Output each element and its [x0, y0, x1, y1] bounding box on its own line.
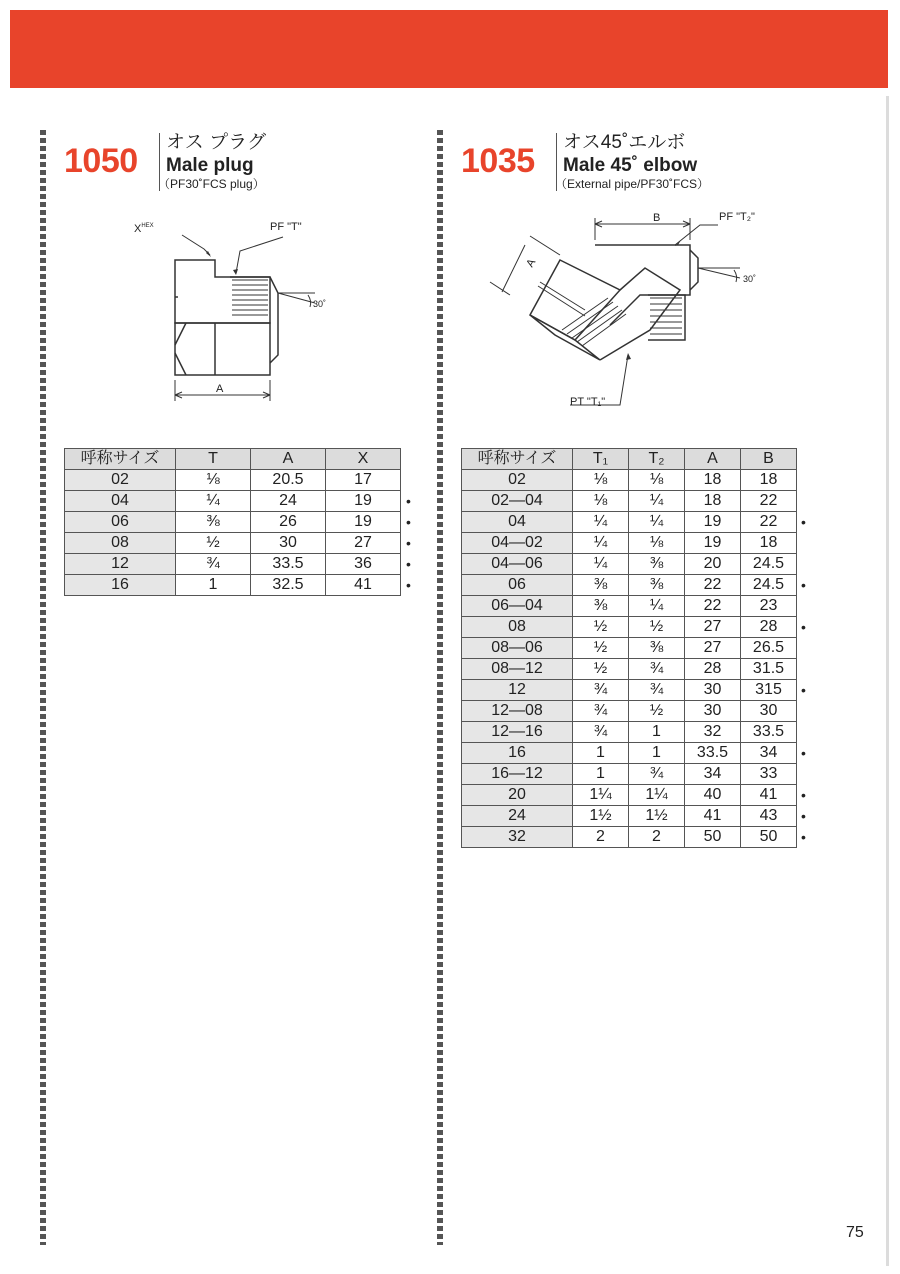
- size-cell: 32: [462, 827, 573, 848]
- value-cell: ⅜: [629, 554, 685, 575]
- table-row: [462, 806, 797, 827]
- product-title-en: Male 45˚ elbow: [563, 155, 698, 176]
- table-row: [462, 554, 797, 575]
- value-cell: 1¼: [573, 785, 629, 806]
- value-cell: 2: [629, 827, 685, 848]
- table-row: [462, 722, 797, 743]
- side-rule: [886, 96, 889, 1266]
- size-cell: 16—12: [462, 764, 573, 785]
- value-cell: 1: [573, 764, 629, 785]
- availability-mark: •: [801, 808, 806, 824]
- value-cell: ¼: [629, 596, 685, 617]
- value-cell: 27: [326, 533, 401, 554]
- size-cell: 08—06: [462, 638, 573, 659]
- value-cell: 30: [251, 533, 326, 554]
- value-cell: ⅜: [629, 575, 685, 596]
- value-cell: 34: [685, 764, 741, 785]
- table-row: [462, 512, 797, 533]
- value-cell: ¾: [629, 680, 685, 701]
- size-cell: 08—12: [462, 659, 573, 680]
- value-cell: 24.5: [741, 575, 797, 596]
- availability-mark: •: [406, 493, 411, 509]
- value-cell: ¼: [573, 533, 629, 554]
- value-cell: ¾: [629, 659, 685, 680]
- value-cell: 30: [685, 701, 741, 722]
- angle-label: 30˚: [743, 274, 757, 284]
- value-cell: 18: [741, 533, 797, 554]
- value-cell: 1½: [629, 806, 685, 827]
- value-cell: 22: [741, 491, 797, 512]
- size-cell: 02: [65, 470, 176, 491]
- table-row: [65, 512, 401, 533]
- value-cell: ¾: [573, 701, 629, 722]
- angle-label: 30˚: [313, 299, 327, 309]
- availability-mark: •: [801, 619, 806, 635]
- value-cell: 18: [685, 470, 741, 491]
- value-cell: ¼: [573, 512, 629, 533]
- value-cell: ¾: [573, 680, 629, 701]
- size-cell: 16: [65, 575, 176, 596]
- product-title-jp: オス45˚エルボ: [563, 132, 686, 153]
- value-cell: 41: [326, 575, 401, 596]
- value-cell: ⅛: [629, 470, 685, 491]
- value-cell: 26.5: [741, 638, 797, 659]
- size-cell: 08: [65, 533, 176, 554]
- pt-thread-label: PT "T₁": [570, 396, 606, 408]
- product-subtitle: （PF30˚FCS plug）: [158, 177, 265, 191]
- col-header-b: B: [741, 449, 797, 470]
- value-cell: ⅛: [176, 470, 251, 491]
- availability-mark: •: [801, 745, 806, 761]
- value-cell: 19: [326, 491, 401, 512]
- male-45-elbow-drawing: [500, 210, 770, 420]
- value-cell: 33.5: [251, 554, 326, 575]
- male-plug-drawing: [120, 215, 350, 415]
- size-cell: 08: [462, 617, 573, 638]
- page-number: 75: [846, 1224, 864, 1241]
- col-header-t2: T₂: [629, 449, 685, 470]
- size-cell: 04: [462, 512, 573, 533]
- table-row: [462, 827, 797, 848]
- table-row: [65, 533, 401, 554]
- table-row: [462, 575, 797, 596]
- table-row: [65, 575, 401, 596]
- table-row: [462, 617, 797, 638]
- value-cell: 34: [741, 743, 797, 764]
- value-cell: 315: [741, 680, 797, 701]
- value-cell: 1½: [573, 806, 629, 827]
- value-cell: 41: [741, 785, 797, 806]
- size-cell: 16: [462, 743, 573, 764]
- value-cell: ¾: [176, 554, 251, 575]
- table-row: [462, 743, 797, 764]
- right-section-rule: [437, 130, 443, 1245]
- table-row: [462, 638, 797, 659]
- col-header-t1: T₁: [573, 449, 629, 470]
- value-cell: 20: [685, 554, 741, 575]
- size-cell: 06—04: [462, 596, 573, 617]
- availability-mark: •: [801, 514, 806, 530]
- value-cell: 26: [251, 512, 326, 533]
- value-cell: ¼: [573, 554, 629, 575]
- value-cell: 30: [741, 701, 797, 722]
- size-cell: 02: [462, 470, 573, 491]
- table-row: [462, 470, 797, 491]
- size-cell: 04—06: [462, 554, 573, 575]
- product-code: 1050: [64, 142, 138, 180]
- value-cell: 40: [685, 785, 741, 806]
- product-title-jp: オス プラグ: [166, 132, 267, 153]
- col-header-a: A: [685, 449, 741, 470]
- value-cell: ½: [573, 659, 629, 680]
- availability-mark: •: [801, 682, 806, 698]
- value-cell: ⅜: [573, 575, 629, 596]
- thread-label: PF "T": [270, 221, 302, 233]
- value-cell: ⅜: [629, 638, 685, 659]
- value-cell: ½: [573, 617, 629, 638]
- value-cell: 33: [741, 764, 797, 785]
- value-cell: ½: [573, 638, 629, 659]
- value-cell: 23: [741, 596, 797, 617]
- value-cell: 43: [741, 806, 797, 827]
- value-cell: 1: [573, 743, 629, 764]
- value-cell: ⅜: [573, 596, 629, 617]
- value-cell: 1¼: [629, 785, 685, 806]
- value-cell: ½: [629, 617, 685, 638]
- col-header-a: A: [251, 449, 326, 470]
- value-cell: 22: [685, 575, 741, 596]
- size-cell: 12: [65, 554, 176, 575]
- table-header-row: [462, 449, 797, 470]
- table-row: [65, 554, 401, 575]
- table-row: [65, 470, 401, 491]
- value-cell: 18: [741, 470, 797, 491]
- value-cell: 19: [326, 512, 401, 533]
- value-cell: 27: [685, 617, 741, 638]
- size-cell: 04: [65, 491, 176, 512]
- value-cell: ½: [629, 701, 685, 722]
- product-title-en: Male plug: [166, 155, 254, 176]
- length-label: A: [216, 383, 224, 395]
- value-cell: 28: [685, 659, 741, 680]
- hex-label: $X^{HEX}$: [134, 222, 154, 235]
- value-cell: ¼: [629, 512, 685, 533]
- size-cell: 12: [462, 680, 573, 701]
- table-row: [462, 701, 797, 722]
- value-cell: 41: [685, 806, 741, 827]
- value-cell: 31.5: [741, 659, 797, 680]
- col-header-size: 呼称サイズ: [462, 449, 573, 470]
- value-cell: 19: [685, 533, 741, 554]
- table-row: [462, 491, 797, 512]
- table-row: [462, 785, 797, 806]
- availability-mark: •: [406, 556, 411, 572]
- table-row: [462, 533, 797, 554]
- value-cell: 50: [685, 827, 741, 848]
- value-cell: 50: [741, 827, 797, 848]
- table-row: [462, 659, 797, 680]
- product-subtitle: （External pipe/PF30˚FCS）: [555, 177, 710, 191]
- value-cell: ⅜: [176, 512, 251, 533]
- value-cell: 1: [176, 575, 251, 596]
- availability-mark: •: [801, 787, 806, 803]
- size-cell: 12—16: [462, 722, 573, 743]
- value-cell: 32: [685, 722, 741, 743]
- value-cell: 20.5: [251, 470, 326, 491]
- value-cell: 18: [685, 491, 741, 512]
- value-cell: 22: [741, 512, 797, 533]
- value-cell: 36: [326, 554, 401, 575]
- value-cell: ¾: [573, 722, 629, 743]
- col-header-t: T: [176, 449, 251, 470]
- value-cell: ⅛: [573, 491, 629, 512]
- size-cell: 04—02: [462, 533, 573, 554]
- value-cell: ¼: [629, 491, 685, 512]
- value-cell: 17: [326, 470, 401, 491]
- value-cell: ½: [176, 533, 251, 554]
- product-code: 1035: [461, 142, 535, 180]
- a-label: A: [524, 257, 539, 270]
- value-cell: 1: [629, 743, 685, 764]
- size-cell: 12—08: [462, 701, 573, 722]
- value-cell: 2: [573, 827, 629, 848]
- availability-mark: •: [801, 829, 806, 845]
- table-row: [462, 680, 797, 701]
- size-cell: 06: [65, 512, 176, 533]
- left-section-rule: [40, 130, 46, 1245]
- col-header-x: X: [326, 449, 401, 470]
- size-cell: 02—04: [462, 491, 573, 512]
- dimension-table: [461, 448, 797, 848]
- table-row: [65, 491, 401, 512]
- size-cell: 24: [462, 806, 573, 827]
- availability-mark: •: [406, 577, 411, 593]
- availability-mark: •: [406, 535, 411, 551]
- value-cell: 27: [685, 638, 741, 659]
- value-cell: 24: [251, 491, 326, 512]
- table-header-row: [65, 449, 401, 470]
- col-header-size: 呼称サイズ: [65, 449, 176, 470]
- value-cell: 28: [741, 617, 797, 638]
- value-cell: ¾: [629, 764, 685, 785]
- size-cell: 06: [462, 575, 573, 596]
- value-cell: ¼: [176, 491, 251, 512]
- value-cell: ⅛: [629, 533, 685, 554]
- table-row: [462, 596, 797, 617]
- availability-mark: •: [406, 514, 411, 530]
- value-cell: ⅛: [573, 470, 629, 491]
- value-cell: 19: [685, 512, 741, 533]
- header-band: [10, 10, 888, 88]
- value-cell: 22: [685, 596, 741, 617]
- value-cell: 24.5: [741, 554, 797, 575]
- value-cell: 1: [629, 722, 685, 743]
- availability-mark: •: [801, 577, 806, 593]
- pf-thread-label: PF "T₂": [719, 211, 755, 223]
- size-cell: 20: [462, 785, 573, 806]
- b-label: B: [653, 212, 661, 224]
- value-cell: 30: [685, 680, 741, 701]
- value-cell: 33.5: [685, 743, 741, 764]
- dimension-table: [64, 448, 401, 596]
- value-cell: 33.5: [741, 722, 797, 743]
- value-cell: 32.5: [251, 575, 326, 596]
- table-row: [462, 764, 797, 785]
